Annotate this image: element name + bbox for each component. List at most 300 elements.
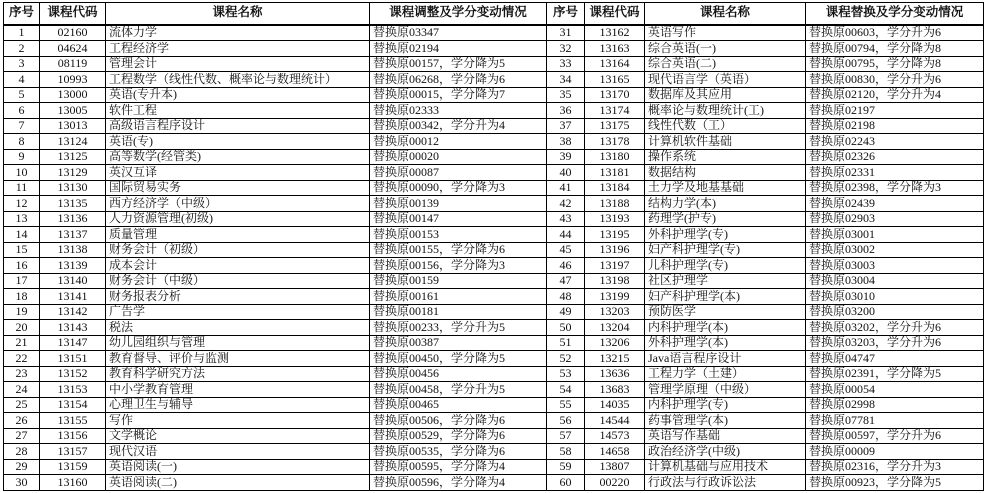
course-change: 替换原02194 (370, 41, 547, 57)
table-row (4, 258, 547, 274)
course-name: 社区护理学 (645, 273, 806, 289)
table-row (547, 351, 984, 367)
course-name: 数据结构 (645, 165, 806, 181)
table-row (4, 165, 547, 181)
column-header-adjustment: 课程调整及学分变动情况 (370, 3, 547, 25)
course-name: 内科护理学(专) (645, 397, 806, 413)
table-row (4, 335, 547, 351)
header-row (547, 3, 984, 25)
course-change: 替换原00795，学分降为8 (806, 56, 984, 72)
course-name: 现代汉语 (106, 444, 370, 460)
table-row (4, 242, 547, 258)
row-number: 57 (547, 428, 585, 444)
table-row (547, 459, 984, 475)
row-number: 41 (547, 180, 585, 196)
course-code: 08119 (40, 56, 106, 72)
course-name: 结构力学(本) (645, 196, 806, 212)
course-name: 计算机基础与应用技术 (645, 459, 806, 475)
course-change: 替换原00012 (370, 134, 547, 150)
row-number: 54 (547, 382, 585, 398)
table-row (547, 258, 984, 274)
row-number: 44 (547, 227, 585, 243)
course-code: 13156 (40, 428, 106, 444)
course-code: 13215 (585, 351, 645, 367)
course-code: 13141 (40, 289, 106, 305)
table-row (547, 72, 984, 88)
course-change: 替换原02391，学分降为5 (806, 366, 984, 382)
row-number: 30 (4, 475, 40, 491)
course-change: 替换原00009 (806, 444, 984, 460)
course-change: 替换原00090，学分降为3 (370, 180, 547, 196)
column-header-replacement: 课程替换及学分变动情况 (806, 3, 984, 25)
row-number: 22 (4, 351, 40, 367)
course-name: 药事管理学(本) (645, 413, 806, 429)
table-row (4, 320, 547, 336)
course-name: 现代语言学（英语） (645, 72, 806, 88)
course-name: 综合英语(一) (645, 41, 806, 57)
course-change: 替换原03203，学分升为6 (806, 335, 984, 351)
course-code: 13125 (40, 149, 106, 165)
table-row (547, 320, 984, 336)
course-change: 替换原00458，学分升为5 (370, 382, 547, 398)
course-code: 13129 (40, 165, 106, 181)
course-name: 药理学(护专) (645, 211, 806, 227)
row-number: 58 (547, 444, 585, 460)
course-name: 税法 (106, 320, 370, 336)
course-code: 13124 (40, 134, 106, 150)
course-code: 14035 (585, 397, 645, 413)
course-name: 高级语言程序设计 (106, 118, 370, 134)
course-change: 替换原06268，学分降为6 (370, 72, 547, 88)
row-number: 35 (547, 87, 585, 103)
table-row (4, 459, 547, 475)
course-change: 替换原00156，学分降为3 (370, 258, 547, 274)
course-code: 13153 (40, 382, 106, 398)
table-row (547, 87, 984, 103)
course-change: 替换原02398，学分降为3 (806, 180, 984, 196)
course-change: 替换原03010 (806, 289, 984, 305)
table-row (4, 134, 547, 150)
course-code: 13204 (585, 320, 645, 336)
table-row (4, 211, 547, 227)
course-change: 替换原00159 (370, 273, 547, 289)
course-name: 人力资源管理(初级) (106, 211, 370, 227)
course-code: 13154 (40, 397, 106, 413)
course-name: 土力学及地基基础 (645, 180, 806, 196)
row-number: 55 (547, 397, 585, 413)
row-number: 59 (547, 459, 585, 475)
course-code: 14573 (585, 428, 645, 444)
course-code: 13155 (40, 413, 106, 429)
table-row (4, 180, 547, 196)
course-code: 14658 (585, 444, 645, 460)
table-row (547, 180, 984, 196)
course-name: 内科护理学(本) (645, 320, 806, 336)
course-name: 教育科学研究方法 (106, 366, 370, 382)
table-row (4, 366, 547, 382)
row-number: 40 (547, 165, 585, 181)
row-number: 38 (547, 134, 585, 150)
course-code: 13636 (585, 366, 645, 382)
course-code: 13203 (585, 304, 645, 320)
course-code: 13000 (40, 87, 106, 103)
row-number: 28 (4, 444, 40, 460)
course-code: 13139 (40, 258, 106, 274)
course-change: 替换原02326 (806, 149, 984, 165)
course-change: 替换原02439 (806, 196, 984, 212)
row-number: 5 (4, 87, 40, 103)
course-change: 替换原03347 (370, 25, 547, 41)
course-change: 替换原02331 (806, 165, 984, 181)
course-name: 英语写作 (645, 25, 806, 41)
course-name: 国际贸易实务 (106, 180, 370, 196)
course-name: 西方经济学（中级） (106, 196, 370, 212)
course-change: 替换原00596，学分降为4 (370, 475, 547, 491)
row-number: 29 (4, 459, 40, 475)
table-row (547, 413, 984, 429)
course-code: 13137 (40, 227, 106, 243)
table-row (4, 428, 547, 444)
table-row (547, 134, 984, 150)
course-code: 13198 (585, 273, 645, 289)
course-name: 英语阅读(二) (106, 475, 370, 491)
row-number: 60 (547, 475, 585, 491)
column-header-seq: 序号 (547, 3, 585, 25)
course-change: 替换原03200 (806, 304, 984, 320)
table-row (547, 366, 984, 382)
course-code: 13130 (40, 180, 106, 196)
table-row (547, 289, 984, 305)
table-row (547, 25, 984, 41)
course-name: 外科护理学(专) (645, 227, 806, 243)
course-code: 13135 (40, 196, 106, 212)
course-change: 替换原00153 (370, 227, 547, 243)
course-change: 替换原00155，学分降为6 (370, 242, 547, 258)
course-table-left (3, 2, 547, 491)
table-row (4, 149, 547, 165)
course-code: 13175 (585, 118, 645, 134)
course-name: 中小学教育管理 (106, 382, 370, 398)
course-code: 13188 (585, 196, 645, 212)
course-code: 13160 (40, 475, 106, 491)
row-number: 50 (547, 320, 585, 336)
row-number: 36 (547, 103, 585, 119)
table-row (547, 475, 984, 491)
row-number: 23 (4, 366, 40, 382)
course-change: 替换原00015，学分降为7 (370, 87, 547, 103)
row-number: 7 (4, 118, 40, 134)
row-number: 19 (4, 304, 40, 320)
row-number: 4 (4, 72, 40, 88)
course-code: 13162 (585, 25, 645, 41)
course-table-right (546, 2, 984, 491)
course-change: 替换原00597，学分升为6 (806, 428, 984, 444)
table-row (4, 273, 547, 289)
course-code: 13174 (585, 103, 645, 119)
row-number: 31 (547, 25, 585, 41)
course-change: 替换原07781 (806, 413, 984, 429)
course-name: 成本会计 (106, 258, 370, 274)
course-name: 妇产科护理学(专) (645, 242, 806, 258)
course-name: 广告学 (106, 304, 370, 320)
course-name: 文学概论 (106, 428, 370, 444)
table-body-left (4, 25, 547, 491)
course-change: 替换原00794，学分降为8 (806, 41, 984, 57)
row-number: 56 (547, 413, 585, 429)
column-header-course-name: 课程名称 (106, 3, 370, 25)
course-change: 替换原00161 (370, 289, 547, 305)
table-row (4, 351, 547, 367)
table-row (547, 211, 984, 227)
course-name: 线性代数（工） (645, 118, 806, 134)
table-row (4, 87, 547, 103)
course-change: 替换原02333 (370, 103, 547, 119)
row-number: 53 (547, 366, 585, 382)
course-name: 概率论与数理统计(工) (645, 103, 806, 119)
course-code: 13152 (40, 366, 106, 382)
course-name: 政治经济学(中级) (645, 444, 806, 460)
row-number: 12 (4, 196, 40, 212)
row-number: 34 (547, 72, 585, 88)
course-change: 替换原00830，学分升为6 (806, 72, 984, 88)
course-change: 替换原00450，学分降为5 (370, 351, 547, 367)
row-number: 32 (547, 41, 585, 57)
course-name: 外科护理学(本) (645, 335, 806, 351)
course-change: 替换原00456 (370, 366, 547, 382)
course-code: 13206 (585, 335, 645, 351)
course-change: 替换原00535，学分降为6 (370, 444, 547, 460)
course-change: 替换原03202，学分升为6 (806, 320, 984, 336)
row-number: 43 (547, 211, 585, 227)
row-number: 52 (547, 351, 585, 367)
course-code: 13197 (585, 258, 645, 274)
course-name: 心理卫生与辅导 (106, 397, 370, 413)
course-name: 英语(专升本) (106, 87, 370, 103)
row-number: 33 (547, 56, 585, 72)
row-number: 37 (547, 118, 585, 134)
course-code: 13147 (40, 335, 106, 351)
table-row (547, 227, 984, 243)
course-name: 预防医学 (645, 304, 806, 320)
row-number: 45 (547, 242, 585, 258)
table-row (547, 428, 984, 444)
course-code: 13170 (585, 87, 645, 103)
course-change: 替换原00342，学分升为4 (370, 118, 547, 134)
column-header-course-code: 课程代码 (585, 3, 645, 25)
table-row (547, 242, 984, 258)
header-row (4, 3, 547, 25)
course-change: 替换原00181 (370, 304, 547, 320)
course-code: 13143 (40, 320, 106, 336)
course-code: 13005 (40, 103, 106, 119)
course-name: 财务会计（中级） (106, 273, 370, 289)
row-number: 26 (4, 413, 40, 429)
course-code: 13163 (585, 41, 645, 57)
course-name: 工程数学（线性代数、概率论与数理统计） (106, 72, 370, 88)
course-change: 替换原02243 (806, 134, 984, 150)
row-number: 3 (4, 56, 40, 72)
course-code: 13013 (40, 118, 106, 134)
course-change: 替换原02198 (806, 118, 984, 134)
course-code: 13683 (585, 382, 645, 398)
course-code: 02160 (40, 25, 106, 41)
course-change: 替换原03002 (806, 242, 984, 258)
course-change: 替换原00157，学分降为5 (370, 56, 547, 72)
table-row (4, 41, 547, 57)
row-number: 20 (4, 320, 40, 336)
course-change: 替换原03001 (806, 227, 984, 243)
course-code: 13199 (585, 289, 645, 305)
course-change: 替换原03003 (806, 258, 984, 274)
table-row (4, 25, 547, 41)
course-change: 替换原02120，学分升为4 (806, 87, 984, 103)
course-code: 10993 (40, 72, 106, 88)
table-row (4, 196, 547, 212)
table-row (547, 335, 984, 351)
course-name: 工程经济学 (106, 41, 370, 57)
course-code: 13196 (585, 242, 645, 258)
table-row (547, 56, 984, 72)
course-change: 替换原00387 (370, 335, 547, 351)
table-row (547, 382, 984, 398)
course-change: 替换原00087 (370, 165, 547, 181)
row-number: 24 (4, 382, 40, 398)
course-code: 13195 (585, 227, 645, 243)
course-change: 替换原00054 (806, 382, 984, 398)
row-number: 1 (4, 25, 40, 41)
table-row (547, 165, 984, 181)
course-change: 替换原04747 (806, 351, 984, 367)
course-code: 13184 (585, 180, 645, 196)
row-number: 13 (4, 211, 40, 227)
course-change: 替换原02316，学分升为3 (806, 459, 984, 475)
course-change: 替换原02998 (806, 397, 984, 413)
table-row (547, 397, 984, 413)
course-change: 替换原02903 (806, 211, 984, 227)
course-name: 英语阅读(一) (106, 459, 370, 475)
course-name: 综合英语(二) (645, 56, 806, 72)
row-number: 15 (4, 242, 40, 258)
course-code: 00220 (585, 475, 645, 491)
row-number: 10 (4, 165, 40, 181)
course-name: 高等数学(经管类) (106, 149, 370, 165)
course-code: 13180 (585, 149, 645, 165)
table-row (547, 41, 984, 57)
table-row (547, 196, 984, 212)
row-number: 18 (4, 289, 40, 305)
course-change: 替换原03004 (806, 273, 984, 289)
course-code: 13159 (40, 459, 106, 475)
course-name: 质量管理 (106, 227, 370, 243)
row-number: 49 (547, 304, 585, 320)
course-name: 写作 (106, 413, 370, 429)
row-number: 2 (4, 41, 40, 57)
course-name: 软件工程 (106, 103, 370, 119)
course-change: 替换原00595，学分降为4 (370, 459, 547, 475)
row-number: 8 (4, 134, 40, 150)
table-row (4, 227, 547, 243)
course-name: 计算机软件基础 (645, 134, 806, 150)
course-change: 替换原00529，学分降为6 (370, 428, 547, 444)
course-change: 替换原00603，学分升为6 (806, 25, 984, 41)
row-number: 47 (547, 273, 585, 289)
table-row (4, 475, 547, 491)
table-row (4, 444, 547, 460)
row-number: 27 (4, 428, 40, 444)
table-row (547, 149, 984, 165)
course-name: 操作系统 (645, 149, 806, 165)
row-number: 51 (547, 335, 585, 351)
table-row (4, 56, 547, 72)
course-change: 替换原00506，学分降为6 (370, 413, 547, 429)
column-header-seq: 序号 (4, 3, 40, 25)
row-number: 6 (4, 103, 40, 119)
course-change: 替换原00139 (370, 196, 547, 212)
course-name: 管理会计 (106, 56, 370, 72)
course-code: 13140 (40, 273, 106, 289)
table-row (547, 444, 984, 460)
course-change: 替换原00923，学分降为5 (806, 475, 984, 491)
table-row (4, 103, 547, 119)
course-change: 替换原00465 (370, 397, 547, 413)
course-name: 英语写作基础 (645, 428, 806, 444)
row-number: 25 (4, 397, 40, 413)
table-row (4, 118, 547, 134)
course-name: 幼儿园组织与管理 (106, 335, 370, 351)
course-name: 英汉互译 (106, 165, 370, 181)
course-change: 替换原00233，学分升为5 (370, 320, 547, 336)
course-code: 13151 (40, 351, 106, 367)
course-code: 13157 (40, 444, 106, 460)
course-name: 管理学原理（中级） (645, 382, 806, 398)
row-number: 39 (547, 149, 585, 165)
course-name: 英语(专) (106, 134, 370, 150)
course-name: 教育督导、评价与监测 (106, 351, 370, 367)
course-name: 儿科护理学(专) (645, 258, 806, 274)
table-row (547, 103, 984, 119)
course-name: 财务报表分析 (106, 289, 370, 305)
row-number: 17 (4, 273, 40, 289)
course-code: 13181 (585, 165, 645, 181)
table-row (4, 382, 547, 398)
column-header-course-code: 课程代码 (40, 3, 106, 25)
course-name: 工程力学（土建） (645, 366, 806, 382)
course-code: 13165 (585, 72, 645, 88)
course-name: 流体力学 (106, 25, 370, 41)
row-number: 14 (4, 227, 40, 243)
course-change: 替换原00147 (370, 211, 547, 227)
table-body-right (547, 25, 984, 491)
table-row (547, 273, 984, 289)
course-code: 13807 (585, 459, 645, 475)
course-code: 13193 (585, 211, 645, 227)
course-change: 替换原00020 (370, 149, 547, 165)
table-row (547, 304, 984, 320)
course-code: 13164 (585, 56, 645, 72)
course-name: 数据库及其应用 (645, 87, 806, 103)
row-number: 9 (4, 149, 40, 165)
table-row (4, 304, 547, 320)
table-row (4, 413, 547, 429)
course-code: 13142 (40, 304, 106, 320)
table-row (4, 397, 547, 413)
course-name: 行政法与行政诉讼法 (645, 475, 806, 491)
table-row (4, 289, 547, 305)
course-code: 13178 (585, 134, 645, 150)
course-code: 13136 (40, 211, 106, 227)
column-header-course-name: 课程名称 (645, 3, 806, 25)
row-number: 48 (547, 289, 585, 305)
